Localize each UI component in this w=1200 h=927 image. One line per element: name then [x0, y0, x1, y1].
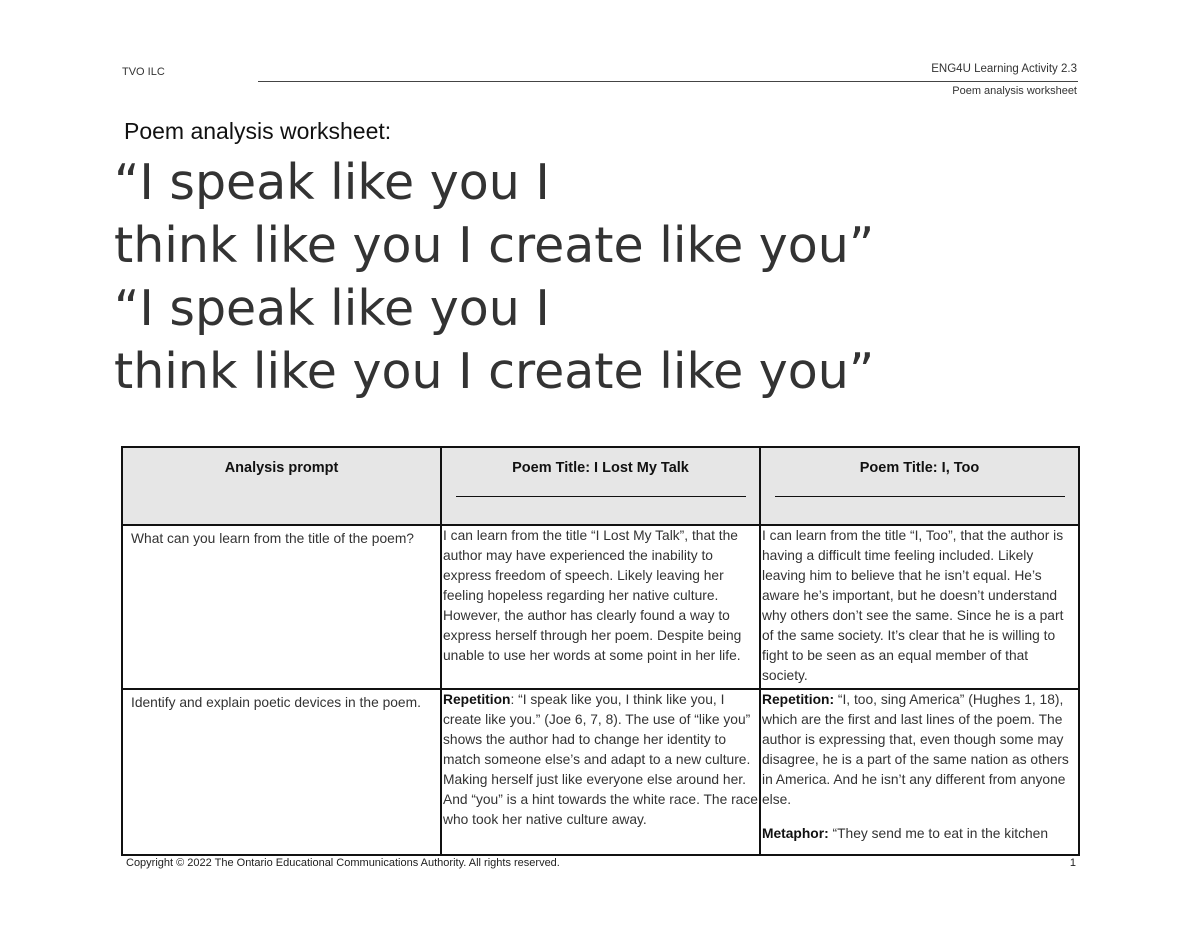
copyright-footer: Copyright © 2022 The Ontario Educational Communications Authority. All rights reserved. — [126, 857, 560, 869]
table-row — [122, 689, 1079, 855]
device-label: Metaphor: — [762, 826, 829, 841]
page-number: 1 — [1069, 857, 1076, 869]
analysis-table — [121, 446, 1080, 856]
answer-cell — [441, 689, 760, 855]
device-text: “I, too, sing America” (Hughes 1, 18), which are the first and last lines of the poem. The author is expressing that, even though some may disagree, he is a part of the same nation as others in America. And he isn’t any different from anyone else. — [762, 692, 1069, 807]
answer-cell: I can learn from the title “I, Too”, that the author is having a difficult time feeling included. Likely leaving him to believe that he isn’t equal. He’s aware he’s important, but he doesn’t understand why others don’t see the same. Since he is a part of the same society. It’s clear that he is willing to fight to be seen as an equal member of that society. — [760, 525, 1079, 689]
header-course-label: ENG4U Learning Activity 2.3 — [931, 63, 1077, 75]
device-text: “They send me to eat in the kitchen — [828, 826, 1049, 841]
header-cell-poem-1 — [441, 447, 760, 525]
quote-line: think like you I create like you” — [114, 217, 875, 274]
prompt-cell: Identify and explain poetic devices in the poem. — [122, 689, 441, 855]
answer-cell: I can learn from the title “I Lost My Talk”, that the author may have experienced the inability to express freedom of speech. Likely leaving her feeling hopeless regarding her native culture. However, the author has clearly found a way to express herself through her poem. Despite being unable to use her words at some point in her life. — [441, 525, 760, 689]
header-rule — [258, 81, 1078, 82]
prompt-cell: What can you learn from the title of the poem? — [122, 525, 441, 689]
table-row — [122, 525, 1079, 689]
title-underline — [775, 496, 1065, 497]
device-label: Repetition — [443, 692, 511, 707]
table-header-row — [122, 447, 1079, 525]
title-underline — [456, 496, 746, 497]
header-left-label: TVO ILC — [122, 66, 165, 78]
header-cell-analysis-prompt — [122, 447, 441, 525]
header-doc-label: Poem analysis worksheet — [952, 85, 1077, 97]
worksheet-subtitle: Poem analysis worksheet: — [124, 118, 392, 144]
header-label: Poem Title: I, Too — [859, 460, 980, 476]
quote-line: “I speak like you I — [114, 280, 550, 337]
header-cell-poem-2 — [760, 447, 1079, 525]
header-label: Analysis prompt — [224, 460, 339, 476]
paragraph-gap — [762, 810, 1077, 824]
device-text: : “I speak like you, I think like you, I create like you.” (Joe 6, 7, 8). The use of “like you” shows the author had to change her identity to match someone else’s and adapt to a new culture. Making herself just like everyone else around her. And “you” is a hint towards the white race. The race who took her native culture away. — [443, 692, 758, 827]
device-label: Repetition: — [762, 692, 835, 707]
quote-line: “I speak like you I — [114, 154, 550, 211]
header-label: Poem Title: I Lost My Talk — [512, 460, 689, 476]
quote-line: think like you I create like you” — [114, 343, 875, 400]
answer-cell — [760, 689, 1079, 855]
